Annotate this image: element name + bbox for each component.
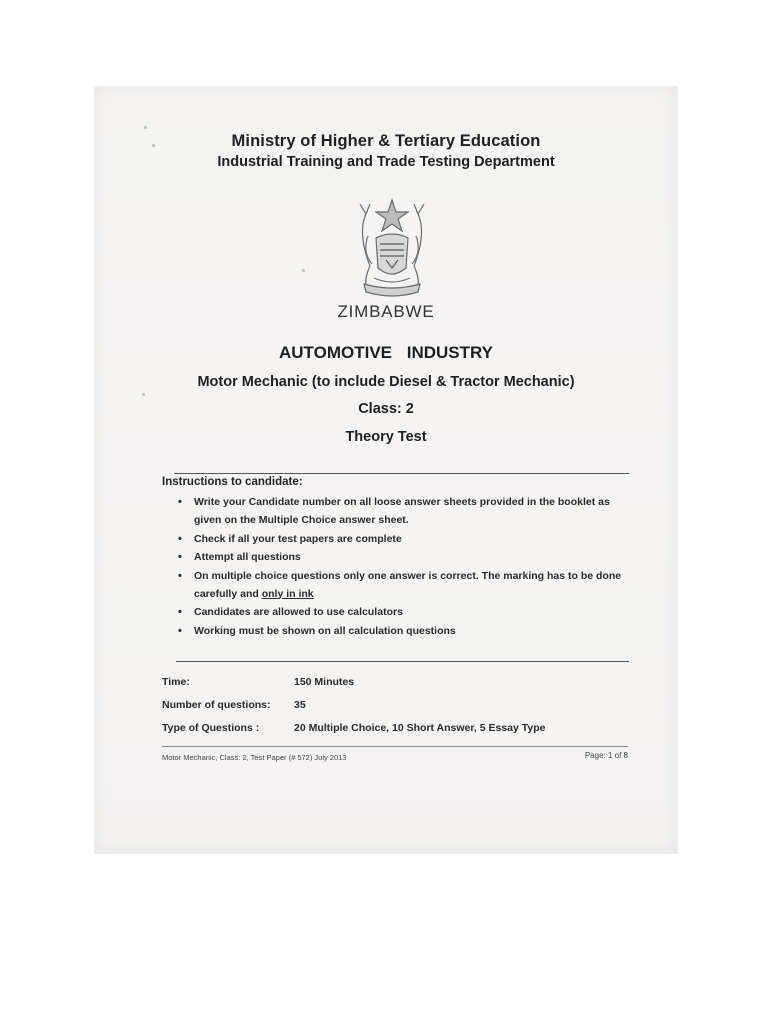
coat-of-arms-icon	[340, 196, 444, 302]
questions-row	[162, 699, 306, 711]
question-type-row	[162, 722, 546, 734]
test-type-label: Theory Test	[345, 429, 427, 445]
scanned-page	[94, 86, 678, 854]
scan-speck	[142, 393, 145, 396]
scan-speck	[144, 126, 147, 129]
footer-rule	[162, 746, 628, 747]
questions-value: 35	[294, 699, 306, 711]
trade-title: Motor Mechanic (to include Diesel & Tractor Mechanic)	[197, 374, 575, 390]
time-label: Time:	[162, 676, 190, 688]
footer-page-number: Page: 1 of 8	[584, 751, 628, 760]
top-rule	[174, 473, 629, 474]
underlined-text: only in ink	[261, 587, 314, 600]
list-item	[176, 567, 636, 603]
department-title: Industrial Training and Trade Testing Department	[217, 154, 555, 170]
instructions-heading: Instructions to candidate:	[162, 476, 303, 488]
class-label: Class: 2	[358, 401, 414, 417]
industry-title-part: INDUSTRY	[406, 343, 494, 362]
list-item: • Check if all your test papers are complete	[176, 530, 636, 548]
country-name: ZIMBABWE	[337, 302, 435, 321]
list-item: • Working must be shown on all calculation questions	[176, 622, 636, 640]
question-type-value: 20 Multiple Choice, 10 Short Answer, 5 Essay Type	[294, 722, 546, 734]
list-item-text: On multiple choice questions only one answer is correct. The marking has to be done carefully and	[194, 569, 622, 600]
question-type-label: Type of Questions :	[162, 722, 260, 734]
time-value: 150 Minutes	[294, 676, 355, 688]
industry-title	[94, 343, 678, 363]
time-row	[162, 676, 354, 688]
scan-speck	[302, 269, 305, 272]
list-item: • Attempt all questions	[176, 548, 636, 566]
ministry-title: Ministry of Higher & Tertiary Education	[231, 132, 541, 150]
list-item: • Write your Candidate number on all loose answer sheets provided in the booklet as given on the Multiple Choice answer sheet.	[176, 493, 636, 529]
list-item: • Candidates are allowed to use calculators	[176, 603, 636, 621]
instructions-list	[176, 493, 636, 640]
middle-rule	[176, 661, 629, 662]
questions-label: Number of questions:	[162, 699, 271, 711]
footer-paper-info: Motor Mechanic, Class: 2, Test Paper (# 572) July 2013	[162, 753, 347, 762]
industry-title-part: AUTOMOTIVE	[278, 343, 393, 362]
